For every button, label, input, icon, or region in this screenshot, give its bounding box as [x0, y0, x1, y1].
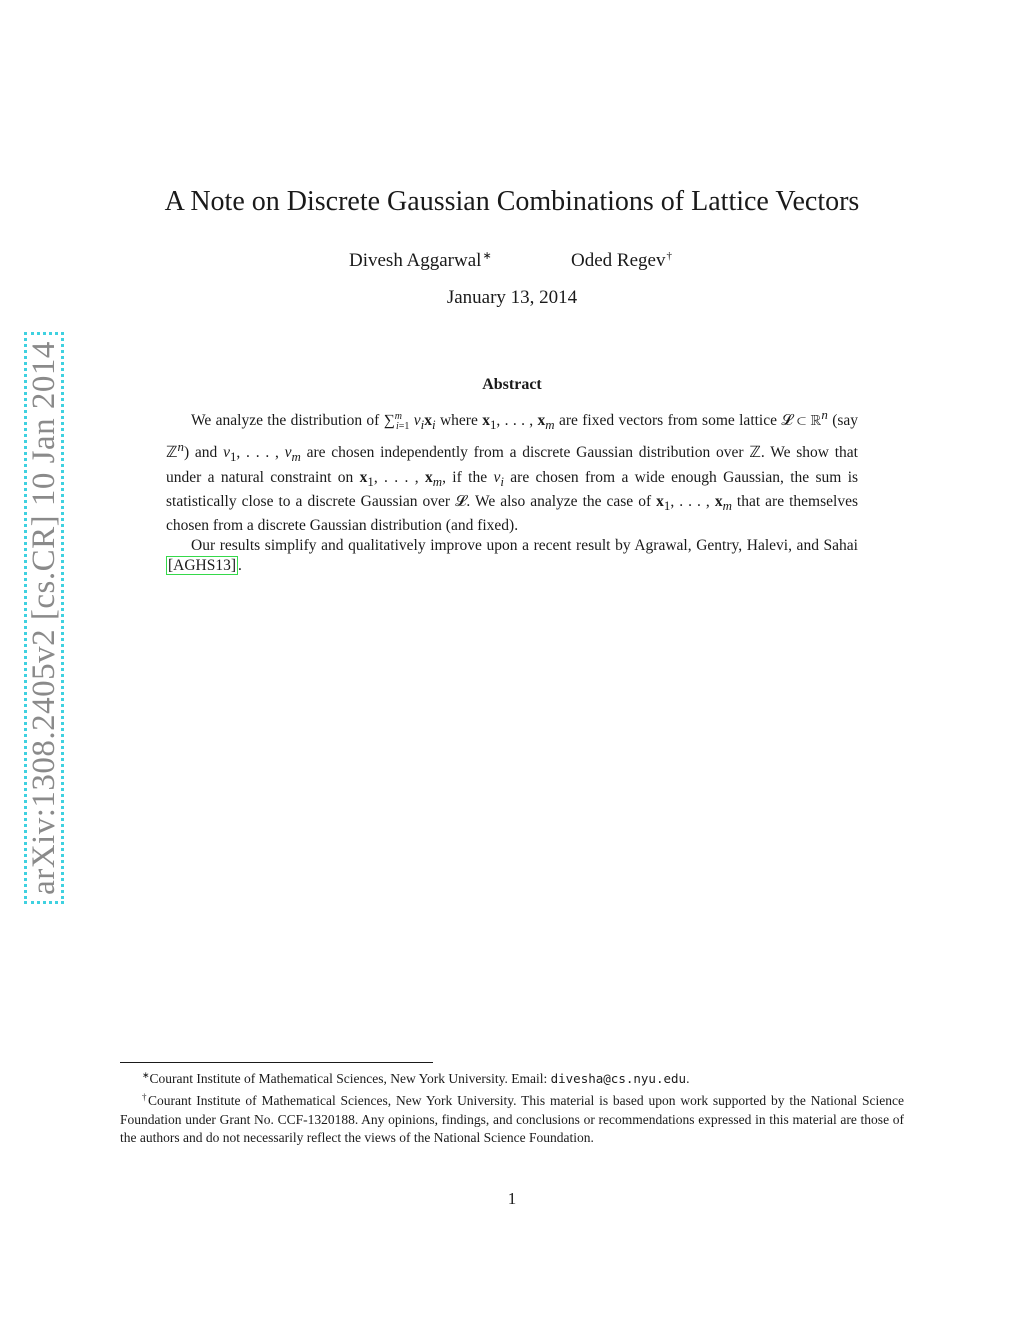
abstract-heading: Abstract — [482, 376, 542, 393]
author-name: Oded Regev — [571, 250, 666, 271]
coefficient-vi: $v_i$ — [493, 468, 504, 489]
author-list — [0, 243, 1024, 269]
author-regev — [571, 243, 672, 274]
author-footnote-mark: † — [666, 250, 672, 262]
arxiv-identifier-stamp: arXiv:1308.2405v2 [cs.CR] 10 Jan 2014 — [24, 332, 64, 904]
coefficient-list-v: $v_1$, . . . , $v_m$ — [223, 444, 301, 465]
author-name: Divesh Aggarwal — [349, 250, 482, 271]
footnote-2: †Courant Institute of Mathematical Sciences, New York University. This material is based upon work supported by the National Science Foundation under Grant No. CCF-1320188. Any opinions, findings, and conclusions or recommendations expressed in this material are those of the authors and do not necessarily reflect the views of the National Science Foundation. — [120, 1092, 904, 1146]
vector-list-x: $x_1$, . . . , $x_m$ — [482, 412, 555, 433]
integers-symbol: ℤ — [749, 444, 761, 462]
footnote-divider — [120, 1062, 433, 1063]
vector-list-x: $x_1$, . . . , $x_m$ — [656, 492, 732, 513]
abstract-paragraph-1: We analyze the distribution of ∑$^m_{i=1}$ $v_ix_i$ where $x_1$, . . . , $x_m$ are fixed vectors from some lattice 𝓛 ⊂ ℝ$^n$ (say ℤ$^n$) and $v_1$, . . . , $v_m$ are chosen independently from a discrete Gaussian distribution over ℤ. We show that under a natural constraint on $x_1$, . . . , $x_m$, if the $v_i$ are chosen from a wide enough Gaussian, the sum is statistically close to a discrete Gaussian over 𝓛. We also analyze the case of $x_1$, . . . , $x_m$ that are themselves chosen from a discrete Gaussian distribution (and fixed). — [166, 407, 859, 534]
integer-lattice-formula: ℤ$^n$ — [166, 439, 184, 462]
arxiv-stamp-container — [24, 332, 64, 904]
citation-link-aghs13[interactable]: [AGHS13] — [168, 556, 237, 574]
author-footnote-mark: ∗ — [482, 250, 492, 262]
author-aggarwal — [349, 243, 492, 274]
footnote-mark: † — [142, 1092, 148, 1103]
page-number: 1 — [507, 1189, 517, 1208]
footnote-mark: ∗ — [142, 1070, 150, 1080]
paper-title: A Note on Discrete Gaussian Combinations of Lattice Vectors — [164, 186, 860, 217]
abstract-paragraph-2: Our results simplify and qualitatively improve upon a recent result by Agrawal, Gentry, Halevi, and Sahai [AGHS13] . — [168, 536, 858, 574]
footnote-1: ∗Courant Institute of Mathematical Sciences, New York University. Email: divesha@cs.nyu.edu. — [142, 1070, 690, 1086]
author-email: divesha@cs.nyu.edu — [550, 1071, 687, 1086]
vector-list-x: $x_1$, . . . , $x_m$ — [359, 468, 443, 489]
lattice-symbol: 𝓛 — [455, 492, 467, 510]
abstract-body — [166, 405, 858, 576]
footnotes — [120, 1066, 904, 1148]
paper-date: January 13, 2014 — [446, 287, 578, 308]
sum-formula: ∑$^m_{i=1}$ $v_ix_i$ — [383, 411, 436, 433]
lattice-formula: 𝓛 ⊂ ℝ$^n$ — [781, 407, 828, 430]
